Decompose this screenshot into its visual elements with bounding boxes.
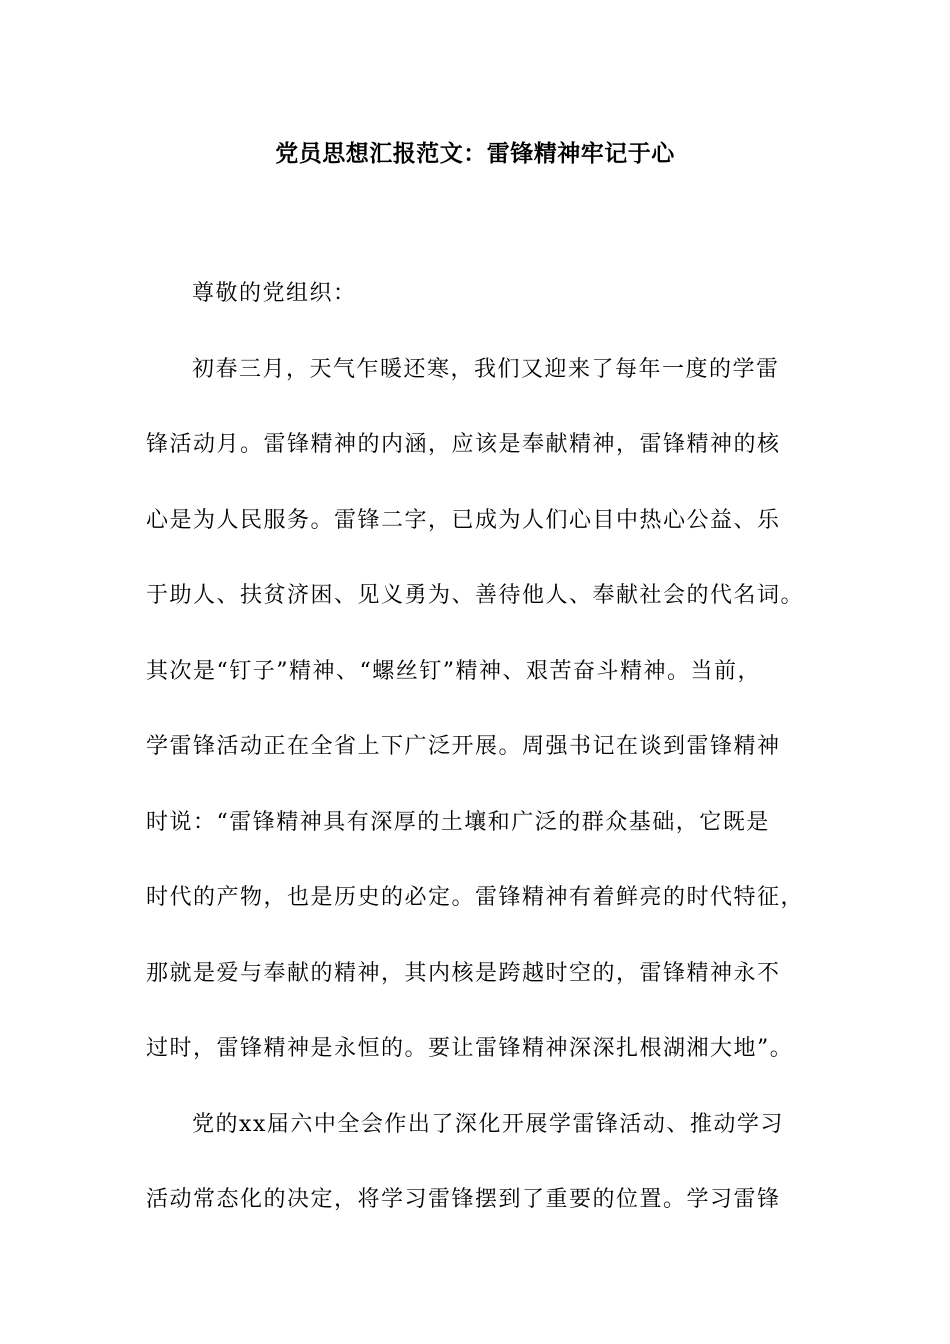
paragraph-line: 那就是爱与奉献的精神，其内核是跨越时空的，雷锋精神永不 [146, 960, 781, 986]
paragraph-line: 党的xx届六中全会作出了深化开展学雷锋活动、推动学习 [192, 1111, 784, 1137]
document-body [146, 256, 806, 1238]
document-title: 党员思想汇报范文：雷锋精神牢记于心 [275, 141, 675, 167]
paragraph-line: 其次是“钉子”精神、“螺丝钉”精神、艰苦奋斗精神。当前， [146, 658, 761, 684]
paragraph-line: 于助人、扶贫济困、见义勇为、善待他人、奉献社会的代名词。 [146, 583, 805, 608]
paragraph-line: 时代的产物，也是历史的必定。雷锋精神有着鲜亮的时代特征， [146, 885, 805, 910]
paragraph-line: 过时，雷锋精神是永恒的。要让雷锋精神深深扎根湖湘大地”。 [146, 1036, 794, 1061]
paragraph-line: 时说：“雷锋精神具有深厚的土壤和广泛的群众基础，它既是 [146, 809, 770, 835]
paragraph-line: 活动常态化的决定，将学习雷锋摆到了重要的位置。学习雷锋 [146, 1187, 781, 1212]
salutation-line: 尊敬的党组织： [192, 281, 357, 306]
paragraph-line: 锋活动月。雷锋精神的内涵，应该是奉献精神，雷锋精神的核 [146, 432, 781, 457]
paragraph-line: 学雷锋活动正在全省上下广泛开展。周强书记在谈到雷锋精神 [146, 734, 781, 759]
paragraph-line: 心是为人民服务。雷锋二字，已成为人们心目中热心公益、乐 [146, 507, 781, 533]
paragraph-line: 初春三月，天气乍暖还寒，我们又迎来了每年一度的学雷 [192, 356, 780, 382]
